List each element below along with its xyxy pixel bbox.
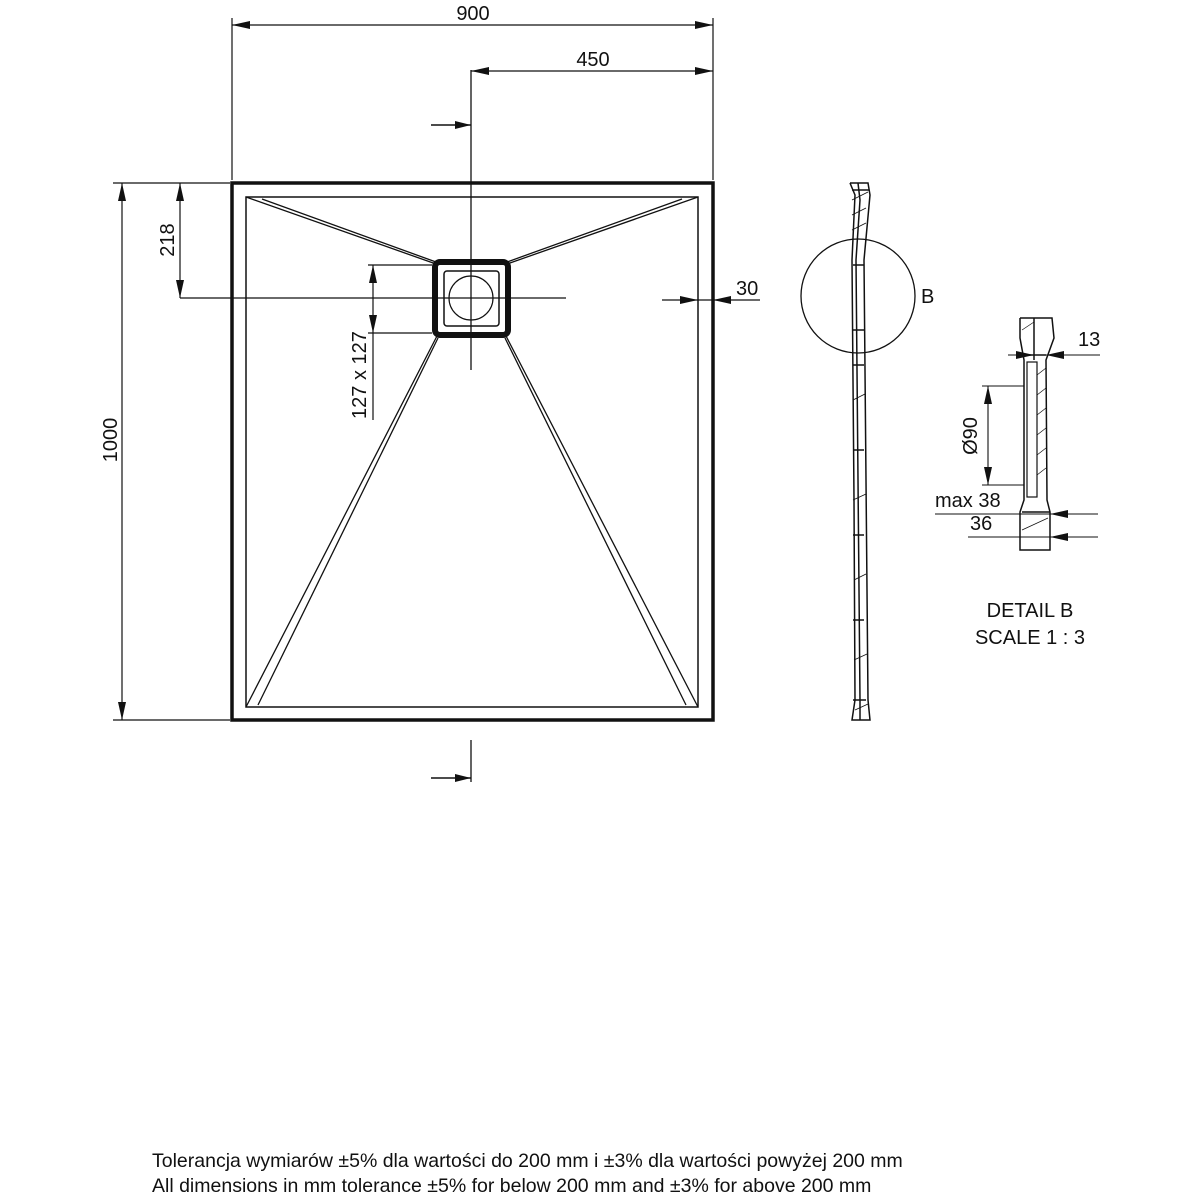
detail-dim-max-label: max 38	[935, 490, 1001, 512]
tolerance-note-english: All dimensions in mm tolerance ±5% for below 200 mm and ±3% for above 200 mm	[152, 1175, 872, 1197]
tray-inner-outline	[246, 197, 698, 707]
slope-lines	[246, 197, 698, 707]
dim-drain-size-label: 127 x 127	[349, 331, 371, 419]
detail-b-scale: SCALE 1 : 3	[974, 627, 1086, 649]
detail-dim-diameter-label: Ø90	[960, 417, 982, 455]
side-section	[801, 183, 915, 720]
detail-dim-13-label: 13	[1078, 329, 1101, 351]
centre-lines	[180, 70, 566, 782]
tolerance-note-polish: Tolerancja wymiarów ±5% dla wartości do 200 mm i ±3% dla wartości powyżej 200 mm	[152, 1150, 903, 1172]
detail-b-title: DETAIL B	[986, 600, 1074, 622]
detail-b-circle	[801, 239, 915, 353]
detail-b-callout: B	[921, 286, 935, 308]
detail-dim-36-label: 36	[970, 513, 993, 535]
dim-half-width-label: 450	[576, 49, 610, 71]
dim-length-label: 1000	[100, 417, 122, 463]
dim-rim-label: 30	[736, 278, 759, 300]
section-arrows	[431, 121, 471, 782]
dimension-lines	[113, 18, 760, 720]
dim-drain-offset-label: 218	[157, 223, 179, 257]
top-view	[113, 18, 760, 782]
dim-width-label: 900	[456, 3, 490, 25]
